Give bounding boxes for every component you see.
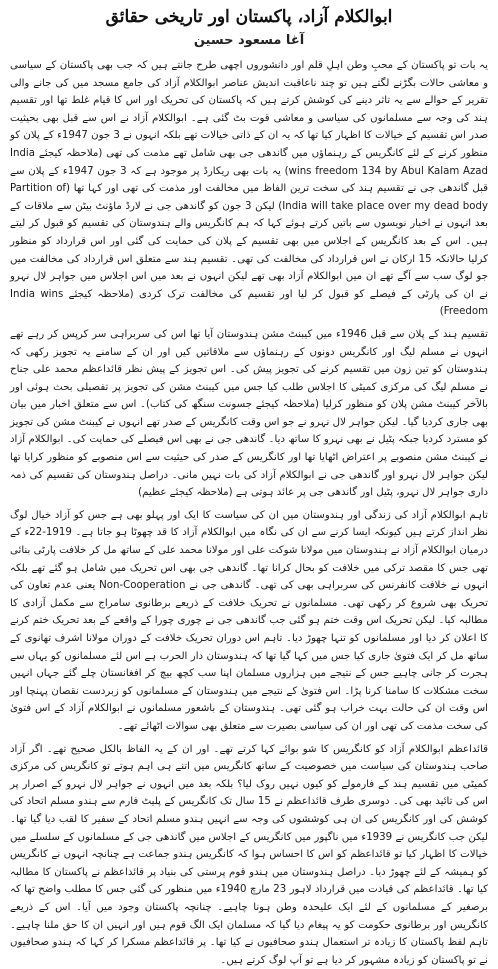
article-paragraph-3: تاہم ابوالکلام آزاد کی زندگی اور ہندوستان میں ان کی سیاست کا ایک اور پہلو بھی ہے جس کو آزاد خیال لوگ نظر انداز کرتے ہیں کیونکہ ایسا کرنے سے ان کی نگاہ میں ابوالکلام آزاد کا قد چھوٹا ہو جاتا ہے۔ 1919-22ء کے درمیان ابوالکلام آزاد نے ہندوستان میں مولانا شوکت علی اور مولانا محمد علی کے ساتھ مل کر خلافت پارٹی بنائی تھی جس کا مقصد ترکی میں خلافت کو بحال کرانا تھا۔ گاندھی جی بھی اس تحریک میں شامل ہو گئے تھے بلکہ انہوں نے خلافت کانفرنس کی سربراہی بھی کی تھی۔ گاندھی جی نے Non-Cooperation یعنی عدم تعاون کی تحریک بھی شروع کر رکھی تھی۔ مسلمانوں نے تحریک خلافت کے ذریعے برطانوی سامراج سے مکمل آزادی کا مطالبہ کیا۔ لیکن تحریک اس وقت ختم ہو گئی جب گاندھی جی نے چوری چورا کے واقعے کے بعد تحریک ختم کرنے کا اعلان کر دیا اور مسلمانوں کو تنہا چھوڑ دیا۔ تاہم اس دوران تحریک خلافت کے دوران مولانا اشرف تھانوی کے ساتھ مل کر ایک فتویٰ جاری کیا جس میں کہا گیا تھا کہ ہندوستان دار الحرب ہے اس لئے مسلمانوں کو یہاں سے ہجرت کر جانی چاہیے جس کے نتیجے میں ہزاروں مسلمان اپنا سب کچھ بیچ کر افغانستان چلے گئے جہاں انہیں سخت مشکلات کا سامنا کرنا پڑا۔ اس فتویٰ کے نتیجے میں ہندوستان کے مسلمانوں کو زبردست نقصان پہنچا اور اس وقت ان کی حالت بہت خراب ہو گئی تھی۔ ہندوستان کے باشعور مسلمانوں نے ابوالکلام آزاد کے اس فتویٰ کی سخت مذمت کی تھی اور ان کی سیاسی بصیرت سے متعلق بھی سوالات اٹھائے تھے۔ bbox=[10, 509, 488, 732]
author-byline: آغا مسعود حسین bbox=[193, 33, 305, 48]
article-title: ابوالکلام آزاد، پاکستان اور تاریخی حقائق bbox=[105, 7, 393, 27]
article-paragraph-2: تقسیم ہند کے پلان سے قبل 1946ء میں کیبنٹ مشن ہندوستان آیا تھا اس کی سربراہی سر کرپس کر رہے تھے انہوں نے مسلم لیگ اور کانگریس دونوں کے رہنماؤں سے ملاقاتیں کیں اور ان کے سامنے یہ تجویز رکھی کہ ہندوستان کو تین زون میں تقسیم کرنے کی تجویز پیش کی۔ اس تجویز کے پیش نظر قائداعظم محمد علی جناح نے مسلم لیگ کی مرکزی کمیٹی کا اجلاس طلب کیا جس میں کیبنٹ مشن کی تجویز پر تفصیلی بحث ہوئی اور بالآخر کیبنٹ مشن پلان کو منظور کرلیا (ملاحظہ کیجئے جسونت سنگھ کی کتاب)۔ اس سے متعلق اخبار میں بیان بھی جاری کردیا گیا۔ لیکن جواہر لال نہرو نے جو اس وقت کانگریس کے صدر تھے انہوں نے کیبنٹ مشن کی تجویز کو مسترد کردیا جبکہ پٹیل نے بھی نہرو کا ساتھ دیا۔ گاندھی جی نے بھی اس فیصلے کی حمایت کی۔ ابوالکلام آزاد نے کیبنٹ مشن منصوبے پر اعتراض اٹھایا تھا اور کانگریس کے صدر کی حیثیت سے اس منصوبے کو منظور کرایا تھا لیکن جواہر لال نہرو اور گاندھی جی نے ابوالکلام آزاد کی بات نہیں مانی۔ دراصل ہندوستان کی تقسیم کی ذمہ داری جواہر لال نہرو، پٹیل اور گاندھی جی پر عائد ہوتی ہے (ملاحظہ کیجئے عظیم) bbox=[10, 328, 488, 499]
article-paragraph-4: قائداعظم ابوالکلام آزاد کو کانگریس کا شو بوائے کہا کرتے تھے۔ اور ان کے یہ الفاظ بالکل صحیح تھے۔ اگر آزاد صاحب ہندوستان کی سیاست میں خصوصیت کے ساتھ کانگریس میں اتنے ہی اہم ہوتے تو کانگریس کی مرکزی کمیٹی میں تقسیم ہند کے فارمولے کو کیوں نہیں روک لیا؟ بلکہ بعد میں انہوں نے جواہر لال نہرو کے اصرار پر اس کی تائید بھی کی۔ دوسری طرف قائداعظم نے 15 سال تک کانگریس کے پلیٹ فارم سے ہندو مسلم اتحاد کی کوشش کی اور کانگریس کی ان ہی کوششوں کی وجہ سے انہیں ہندو مسلم اتحاد کے سفیر کا لقب دیا گیا تھا۔ لیکن جب کانگریس نے 1939ء میں ناگپور میں کانگریس کے اجلاس میں گاندھی جی کے مسلمانوں کے سلسلے میں خیالات کا اظہار کیا تو قائداعظم کو اس کا احساس ہوا کہ کانگریس ہندو جماعت ہے چنانچہ انہوں نے کانگریس کو ہمیشہ کے لئے چھوڑ دیا۔ دراصل ہندوستان میں ہندو قوم پرستی کی بنیاد پر قائداعظم نے پاکستان کا مطالبہ کیا تھا۔ قائداعظم کی قیادت میں قرارداد لاہور 23 مارچ 1940ء میں منظور کی گئی جس کا مطلب واضح تھا کہ برصغیر کے مسلمانوں کے لئے ایک علیحدہ وطن ہونا چاہیے۔ چنانچہ پاکستان وجود میں آیا۔ اس کے ذریعے کانگریس اور برطانوی حکومت کو یہ پیغام دیا گیا کہ مسلمان ایک الگ قوم ہیں اور انہیں ان کا حق ملنا چاہیے۔ تاہم لفظ پاکستان کا زیادہ تر استعمال ہندو صحافیوں نے کیا تھا۔ پر قائداعظم مسکرا کر کہا کہ ہندو صحافیوں نے تو پاکستان کو زیادہ مشہور کر دیا ہے تو آپ لوگ کرتے ہیں۔ bbox=[10, 743, 488, 966]
article-paragraph-1: یہ بات تو پاکستان کے محبِ وطن اہلِ قلم اور دانشوروں اچھی طرح جانتے ہیں کہ جب بھی پاکستان کے سیاسی و معاشی حالات بگڑنے لگتے ہیں تو چند ناعاقبت اندیش عناصر ابوالکلام آزاد کی جامع مسجد میں کی جانے والی تقریر کے حوالے سے یہ تاثر دینے کی کوشش کرتے ہیں کہ پاکستان کی تحریک اور اس کا قیام غلط تھا اور تقسیم ہند کی وجہ سے مسلمانوں کی سیاسی و معاشی قوت بٹ گئی ہے۔ ابوالکلام آزاد نے اس سے قبل بھی بحیثیت صدر اس تقسیم کے خیالات کا اظہار کیا تھا کہ یہ ان کے ذاتی خیالات تھے بلکہ انہوں نے 3 جون 1947ء کے پلان کو منظور کرنے کے لئے کانگریس کے رہنماؤں میں گاندھی جی بھی شامل تھے مذمت کی تھی (ملاحظہ کیجئے India wins freedom 134 by Abul Kalam Azad) یہ بات بھی ریکارڈ پر موجود ہے کہ 3 جون 1947ء کے پلان سے قبل گاندھی جی نے تقسیم ہند کی سخت ترین الفاظ میں مخالفت اور مذمت کی تھی اور کہا تھا (Partition of India will take place over my dead body) لیکن 3 جون کو گاندھی جی نے لارڈ ماؤنٹ بیٹن سے ملاقات کے بعد انہوں نے اخبار نویسوں سے باتیں کرتے ہوئے کہا کہ ہم کانگریس والے ہندوستان کی تقسیم کو قبول کر لیتے ہیں۔ اس کے بعد کانگریس کے اجلاس میں بھی تقسیم کے پلان کی حمایت کی گئی اور اس قرارداد کو منظور کرلیا حالانکہ 15 ارکان نے اس قرارداد کی مخالفت کی تھی۔ تقسیم ہند سے متعلق اس قرارداد کی مخالفت میں جو لوگ سب سے آگے تھے ان میں ابوالکلام آزاد بھی تھے لیکن انہوں نے بعد میں اس اجلاس میں جواہر لال نہرو نے ان کی پارٹی کے فیصلے کو قبول کر لیا اور تقسیم کی مخالفت ترک کردی (ملاحظہ کیجئے India wins Freedom) bbox=[10, 60, 489, 318]
